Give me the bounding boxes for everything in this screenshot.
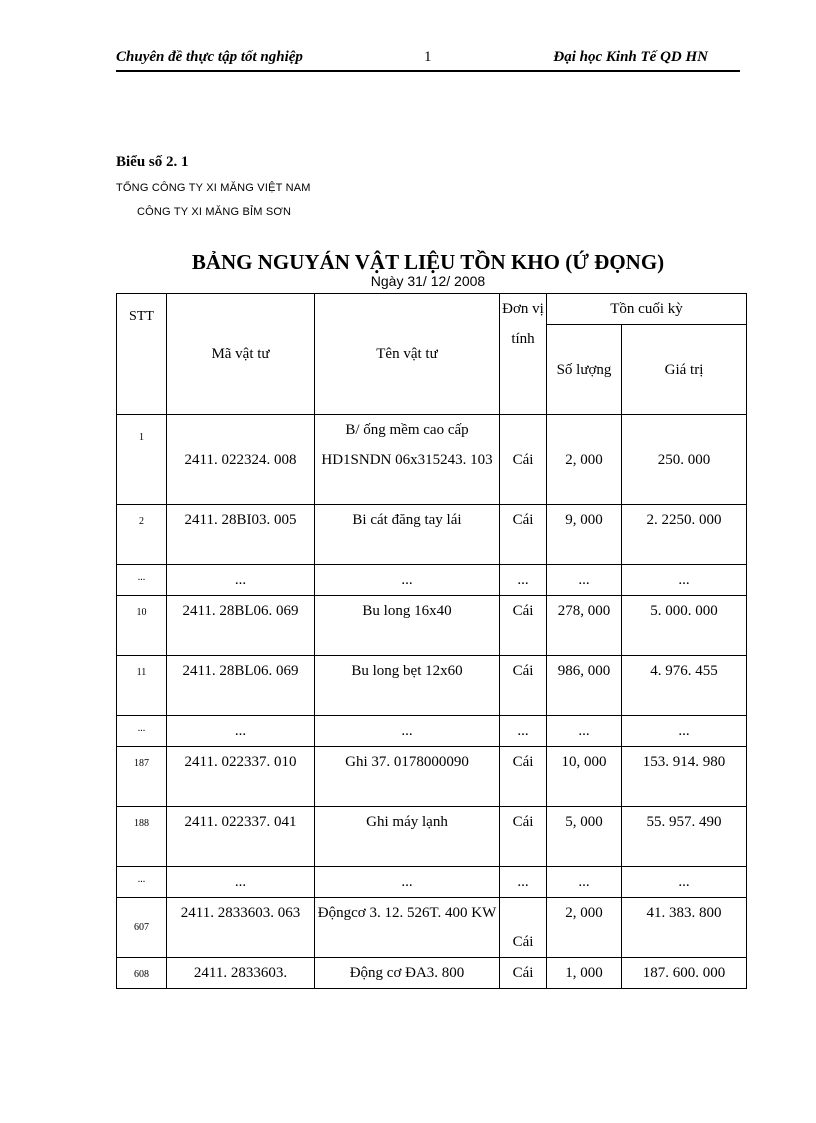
row-value: ... [622, 716, 747, 747]
row-code: ... [167, 716, 315, 747]
header-ending-balance: Tồn cuối kỳ [547, 294, 747, 325]
row-value: 55. 957. 490 [622, 807, 747, 867]
row-quantity: 1, 000 [547, 958, 622, 989]
row-code: 2411. 022337. 041 [167, 807, 315, 867]
row-name: ... [315, 867, 500, 898]
header-unit: Đơn vị tính [500, 294, 547, 415]
row-quantity: ... [547, 716, 622, 747]
row-unit: ... [500, 565, 547, 596]
row-stt: 11 [117, 656, 167, 716]
row-unit: Cái [500, 747, 547, 807]
row-stt: ... [117, 565, 167, 596]
row-stt: 608 [117, 958, 167, 989]
row-stt: 10 [117, 596, 167, 656]
row-unit: Cái [500, 656, 547, 716]
table-row [117, 596, 747, 656]
table-row [117, 807, 747, 867]
row-code: 2411. 28BI03. 005 [167, 505, 315, 565]
row-unit: Cái [500, 415, 547, 505]
header-left-text: Chuyên đề thực tập tốt nghiệp [116, 49, 303, 65]
row-value: 250. 000 [622, 415, 747, 505]
row-stt: 607 [117, 898, 167, 958]
row-value: 2. 2250. 000 [622, 505, 747, 565]
row-quantity: 986, 000 [547, 656, 622, 716]
row-name: Động cơ ĐA3. 800 [315, 958, 500, 989]
row-name: Ghi 37. 0178000090 [315, 747, 500, 807]
row-stt: ... [117, 867, 167, 898]
row-code: 2411. 2833603. [167, 958, 315, 989]
row-name: Bi cát đăng tay lái [315, 505, 500, 565]
row-name: B/ ống mềm cao cấp HD1SNDN 06x315243. 103 [315, 415, 500, 505]
header-value: Giá trị [622, 325, 747, 415]
row-value: ... [622, 867, 747, 898]
row-name: Độngcơ 3. 12. 526T. 400 KW [315, 898, 500, 958]
row-code: 2411. 2833603. 063 [167, 898, 315, 958]
row-quantity: ... [547, 867, 622, 898]
row-unit: Cái [500, 898, 547, 958]
row-quantity: ... [547, 565, 622, 596]
row-unit: Cái [500, 807, 547, 867]
table-row [117, 898, 747, 958]
table-row-ellipsis [117, 867, 747, 898]
row-code: 2411. 022337. 010 [167, 747, 315, 807]
row-value: 5. 000. 000 [622, 596, 747, 656]
table-row [117, 656, 747, 716]
row-quantity: 278, 000 [547, 596, 622, 656]
row-value: 187. 600. 000 [622, 958, 747, 989]
inventory-table [116, 293, 747, 989]
page-header [116, 48, 740, 72]
row-name: ... [315, 716, 500, 747]
row-value: ... [622, 565, 747, 596]
header-stt: STT [117, 294, 167, 415]
row-name: Bu long 16x40 [315, 596, 500, 656]
row-quantity: 5, 000 [547, 807, 622, 867]
table-row-ellipsis [117, 565, 747, 596]
table-row [117, 958, 747, 989]
row-name: Bu long bẹt 12x60 [315, 656, 500, 716]
table-row [117, 747, 747, 807]
row-stt: 2 [117, 505, 167, 565]
form-label: Biểu số 2. 1 [116, 154, 189, 170]
row-name: Ghi máy lạnh [315, 807, 500, 867]
row-stt: 1 [117, 415, 167, 505]
row-quantity: 2, 000 [547, 898, 622, 958]
row-quantity: 9, 000 [547, 505, 622, 565]
row-unit: Cái [500, 505, 547, 565]
row-code: 2411. 28BL06. 069 [167, 656, 315, 716]
header-right-text: Đại học Kinh Tế QD HN [553, 49, 708, 65]
page-number: 1 [424, 49, 432, 65]
row-code: 2411. 28BL06. 069 [167, 596, 315, 656]
table-row [117, 415, 747, 505]
row-unit: ... [500, 716, 547, 747]
row-unit: Cái [500, 596, 547, 656]
document-title: BẢNG NGUYÁN VẬT LIỆU TỒN KHO (Ứ ĐỌNG) [191, 250, 665, 274]
table-row [117, 505, 747, 565]
header-quantity: Số lượng [547, 325, 622, 415]
parent-company: TỔNG CÔNG TY XI MĂNG VIỆT NAM [116, 182, 311, 194]
row-unit: ... [500, 867, 547, 898]
row-stt: 187 [117, 747, 167, 807]
table-row-ellipsis [117, 716, 747, 747]
row-value: 4. 976. 455 [622, 656, 747, 716]
row-unit: Cái [500, 958, 547, 989]
row-stt: ... [117, 716, 167, 747]
row-quantity: 10, 000 [547, 747, 622, 807]
row-name: ... [315, 565, 500, 596]
row-code: ... [167, 565, 315, 596]
document-date: Ngày 31/ 12/ 2008 [370, 273, 486, 289]
row-code: ... [167, 867, 315, 898]
company-name: CÔNG TY XI MĂNG BỈM SƠN [137, 206, 292, 218]
row-stt: 188 [117, 807, 167, 867]
row-code: 2411. 022324. 008 [167, 415, 315, 505]
row-value: 41. 383. 800 [622, 898, 747, 958]
header-name: Tên vật tư [315, 294, 500, 415]
row-quantity: 2, 000 [547, 415, 622, 505]
row-value: 153. 914. 980 [622, 747, 747, 807]
header-code: Mã vật tư [167, 294, 315, 415]
